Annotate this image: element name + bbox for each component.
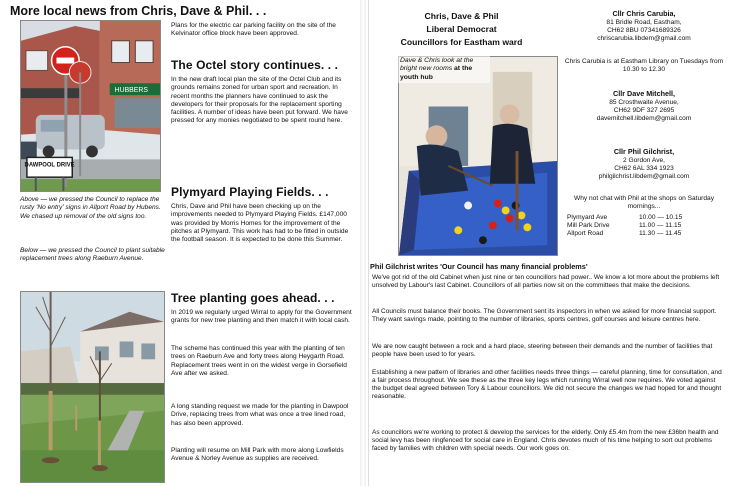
cllr-chris-name: Cllr Chris Carubia, <box>612 9 676 18</box>
photo-no-entry-signs <box>20 20 161 192</box>
schedule-time: 11.30 — 11.45 <box>639 230 682 238</box>
photo-caption-text: Dave & Chris look at the bright new rooms at the youth hub <box>400 57 474 81</box>
schedule-row <box>567 214 727 222</box>
photo-youth-hub <box>398 56 558 256</box>
cllr-dave-phone: CH62 9DF 327 2695 <box>613 107 675 115</box>
article-paragraph-1: We've got rid of the old Cabinet when just nine or ten councillors had power.. We know a lot more about the problems left unsolved by Labour's last Cabinet. Councillors of all parties now sit on the committees that make the decisions. <box>372 274 720 290</box>
title-line-3: Councillors for Eastham ward <box>400 37 523 47</box>
quote-heading: Phil Gilchrist writes 'Our Council has many financial problems' <box>370 262 588 271</box>
contact-phil <box>559 148 729 181</box>
leaflet-title <box>369 10 554 49</box>
schedule-time: 11.00 — 11.15 <box>639 222 682 230</box>
tree-paragraph-3: A long standing request we made for the planting in Dawpool Drive, replacing trees from what was once a tree lined road, has also been approved. <box>171 403 349 427</box>
schedule-row <box>567 230 727 238</box>
tree-paragraph-4: Planting will resume on Mill Park with more along Lowfields Avenue & Norley Avenue as supplies are received. <box>171 447 344 463</box>
title-line-2: Liberal Democrat <box>426 24 497 34</box>
cllr-dave-email[interactable]: davemitchell.libdem@gmail.com <box>596 115 692 123</box>
schedule-place: Mill Park Drive <box>567 222 610 230</box>
cllr-chris-address: 81 Bridle Road, Eastham, <box>606 19 682 27</box>
shop-sign-text: HUBBERS <box>114 87 148 95</box>
tree-paragraph-1: In 2019 we regularly urged Wirral to apply for the Government grants for new tree planting and then match it with local cash. <box>171 309 352 325</box>
plymyard-heading: Plymyard Playing Fields. . . <box>171 185 329 199</box>
photo-caption <box>398 56 490 83</box>
cllr-dave-name: Cllr Dave Mitchell, <box>613 89 675 98</box>
cllr-phil-name: Cllr Phil Gilchrist, <box>613 147 675 156</box>
contact-dave <box>559 90 729 123</box>
street-sign-text: DAWPOOL DRIVE <box>24 162 75 169</box>
article-paragraph-3: We are now caught between a rock and a hard place, steering between their demands and the number of facilities that people have been used to for years. <box>372 343 713 359</box>
surgery-schedule <box>567 214 727 238</box>
photo-tree-planting <box>20 291 165 483</box>
cllr-dave-address: 85 Crosthwaite Avenue, <box>609 99 679 107</box>
schedule-place: Allport Road <box>567 230 604 238</box>
octel-text: In the new draft local plan the site of the Octel Club and its grounds remains zoned for urban sport and recreation. In recent months the planners have continued to ask the developers for their proposals for the replacement sporting facilities. A number of ideas have been put forward. We have pressed for any monies negotiated to be spent round here. <box>171 76 348 125</box>
schedule-place: Plymyard Ave <box>567 214 608 221</box>
cllr-phil-phone: CH62 6AL 334 1923 <box>614 165 674 173</box>
cllr-chris-email[interactable]: chriscarubia.libdem@gmail.com <box>597 35 691 43</box>
title-line-1: Chris, Dave & Phil <box>424 11 499 21</box>
plymyard-text: Chris, Dave and Phil have been checking up on the improvements needed to Plymyard Playing Fields. £147,000 was provided by Morris Homes for the improvement of the pitches at Plymyard. This work has had to be fitted in outside the football season. It is expected to be done this Summer. <box>171 203 349 244</box>
cllr-chris-phone: CH62 8BU 07341689326 <box>607 27 681 35</box>
schedule-row <box>567 222 727 230</box>
right-page <box>368 0 730 486</box>
tree-paragraph-2: The scheme has continued this year with the planting of ten trees on Raeburn Ave and forty trees along Heygarth Road. Replacement trees went in on the widest verge in Gorsefield Ave after we asked. <box>171 345 347 377</box>
caption-above: Above — we pressed the Council to replace the rusty 'No entry' signs in Allport Road by Hubens. We chased up removal of the old signs too. <box>20 196 161 220</box>
left-page <box>0 0 358 486</box>
page-gutter <box>360 0 366 486</box>
contact-chris <box>559 10 729 43</box>
caption-below: Below — we pressed the Council to plant suitable replacement trees along Raeburn Avenue. <box>20 247 165 263</box>
octel-heading: The Octel story continues. . . <box>171 58 339 72</box>
tree-heading: Tree planting goes ahead. . . <box>171 291 335 305</box>
article-paragraph-5: As councillors we're working to protect & develop the services for the elderly. Only £5.4m from the new £36bn health and social levy has been ringfenced for social care in England. Chris devotes much of his time helping to sort out problems faced by families with children with special needs. Our work goes on. <box>372 429 719 453</box>
parking-text: Plans for the electric car parking facility on the site of the Kelvinator office block have been approved. <box>171 22 336 38</box>
article-paragraph-2: All Councils must balance their books. The Government sent its inspectors in when we asked for more financial support. They want savings made, pointing to the number of libraries, sports centres, golf courses and leisure centres here. <box>372 308 717 324</box>
cllr-phil-email[interactable]: philgilchrist.libdem@gmail.com <box>598 173 690 181</box>
phil-intro: Why not chat with Phil at the shops on Saturday mornings... <box>573 195 714 211</box>
schedule-time: 10.00 — 10.15 <box>639 214 683 221</box>
photo-caption-bold: at the youth hub <box>400 65 473 81</box>
article-paragraph-4: Establishing a new pattern of libraries and other facilities needs three things — careful planning, time for consultation, and a fair process throughout. We see these as the three key legs which running Wirral well now requires. We voted against the budget deal agreed between Tory & Labour councillors. We did not secure the changes we had hoped for and thought reasonable. <box>372 369 722 401</box>
chris-surgery-text: Chris Carubia is at Eastham Library on Tuesdays from 10.30 to 12.30 <box>564 58 724 74</box>
cllr-phil-address: 2 Gordon Ave, <box>622 157 666 165</box>
left-page-header: More local news from Chris, Dave & Phil. . . <box>10 4 267 18</box>
